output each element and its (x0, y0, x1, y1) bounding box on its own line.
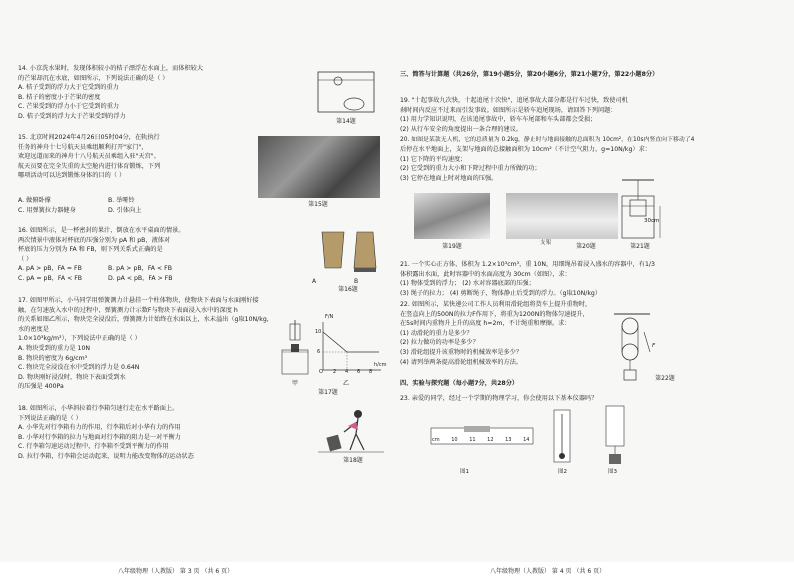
q15-astronauts-photo (258, 136, 380, 198)
q15-line: 欢迎远道而来的神舟十八号航天员乘组入驻"天宫"。 (18, 153, 160, 161)
q20-line: 后停在水平地面上，支架与地面的总接触面积为 10cm²（不计空气阻力，g=10N/kg）求： (400, 146, 651, 154)
q16-line: 杯底的压力分别为 FA 和 FB，则下列关系式正确的是 (18, 246, 163, 254)
q16-option: B. pA > pB，FA < FB (108, 265, 172, 273)
q16-label-b: B (353, 278, 359, 285)
q20-line: (3) 它停在地面上时对地面的压强。 (400, 174, 498, 182)
q16-label-a: A (311, 278, 317, 285)
q23-fig1-label: 图1 (460, 469, 469, 475)
q14-option: C. 芒果受到的浮力小于它受到的重力 (18, 103, 120, 111)
q22-line: (2) 拉力做功的功率是多少？ (400, 339, 479, 347)
q22-line: 22. 如图所示，某快递公司工作人员利用滑轮组将货车上提升重物时， (400, 301, 592, 308)
q21-dimension-label: 30cm (644, 218, 660, 224)
q17-option: B. 物块的密度为 6g/cm³ (18, 354, 88, 362)
ruler-tick: 13 (505, 437, 512, 443)
q17-graph-origin: O (319, 369, 323, 375)
q17-option: C. 物块完全浸没在水中受到的浮力是 0.64N (18, 364, 140, 372)
question-22 (400, 300, 770, 367)
q16-caption: 第16题 (338, 286, 358, 293)
question-21 (400, 260, 770, 298)
q22-caption: 第22题 (655, 375, 675, 382)
q19-car-crash-photo (414, 193, 490, 239)
q22-line: (4) 请列举两条提高滑轮组机械效率的方法。 (400, 358, 523, 366)
q21-line: 21. 一个实心正方体，体积为 1.2×10³cm³，重 10N，用细绳吊着浸入盛水的容器中，有1/3 (400, 261, 655, 268)
q18-option: A. 小华先对行李箱有力的作用，行李箱后对小华有力的作用 (18, 424, 181, 432)
q17-graph-ytick: 10 (315, 329, 322, 335)
q14-line: 的芒果却沉在水底，如图所示，下列说法正确的是（ ） (18, 74, 169, 82)
q22-line: (3) 滑轮组提升该重物时的机械效率是多少？ (400, 349, 523, 357)
q20-drone-photo (506, 193, 618, 239)
q18-line: 下列说法正确的是（ ） (18, 414, 82, 422)
q17-graph-xtick: 4 (345, 369, 349, 375)
q18-line: 18. 如图所示，小华斜拉着行李箱匀速行走在水平路面上。 (18, 405, 179, 412)
q20-support-label: 支架 (540, 240, 552, 246)
section-3-heading: 三、简答与计算题（共26分，第19小题5分，第20小题6分，第21小题7分，第22小题8分） (400, 71, 659, 78)
q17-option: 的压强是 400Pa (18, 383, 64, 391)
q15-option: B. 举哑铃 (108, 197, 135, 204)
q17-graph-xtick: 8 (369, 369, 373, 375)
q18-luggage-figure (318, 406, 384, 456)
q19-caption: 第19题 (442, 243, 462, 250)
q16-option: D. pA < pB，FA > FB (108, 275, 173, 283)
q17-option: A. 物块受到的重力是 10N (18, 345, 91, 353)
q15-option: A. 做俯卧撑 (18, 197, 51, 204)
q22-line: (1) 动滑轮的重力是多少？ (400, 329, 473, 337)
q21-line: (1) 物体受到的浮力； (2) 水对容器底部的压强； (400, 280, 535, 288)
q17-label-yi: 乙 (342, 380, 349, 387)
q17-spring-scale-figure (280, 320, 310, 380)
page-4 (400, 56, 770, 575)
ruler-tick: 10 (451, 437, 458, 443)
q16-option: C. pA = pB，FA < FB (18, 275, 83, 283)
q18-caption: 第18题 (343, 457, 363, 464)
q17-line: 17. 如图甲所示，小马同学用弹簧测力计悬挂一个柱体物块，使物块下表面与水面刚好接 (18, 297, 259, 304)
q23-thermometer-figure (550, 408, 574, 464)
q15-line: 航天员要在完全失重的太空舱内进行体育锻炼，下列 (18, 162, 161, 170)
q18-option: C. 行李箱匀速运动过程中，行李箱不受到平衡力的作用 (18, 443, 169, 451)
q23-spring-scale-figure (596, 402, 636, 468)
q16-line: 两次情景中液体对杯底的压强分别为 pA 和 pB，液体对 (18, 236, 171, 244)
q16-cups-figure (318, 228, 380, 278)
q17-line: 的关系如图乙所示，物块完全浸没后，弹簧测力计始终在水面以上，水未溢出（g取10N/kg，水的密度是 (18, 316, 273, 333)
q21-container-figure (618, 176, 668, 242)
ruler-tick: 12 (487, 437, 494, 443)
question-20 (400, 136, 770, 184)
q20-line: (1) 它下降的平均速度； (400, 155, 467, 163)
q17-graph-ylabel: F/N (325, 314, 334, 320)
q19-line: (1) 用力学知识说明，在该追尾事故中，轿车车尾部和车头部都会受损； (400, 116, 597, 124)
section-4-heading: 四、实验与探究题（每小题7分，共28分） (400, 380, 519, 387)
question-23: 23. 亲爱的同学，经过一个学期的物理学习，你会使用以下基本仪器吗？ (400, 395, 598, 402)
q21-caption: 第21题 (630, 243, 650, 250)
page-3-footer: 八年级物理（人教版） 第 3 页 （共 6 页） (118, 568, 234, 575)
q16-option: A. pA > pB，FA = FB (18, 265, 82, 273)
q17-label-jia: 甲 (291, 380, 298, 387)
q15-line: 15. 北京时间2024年4月26日05时04分，在轨执行 (18, 134, 160, 141)
q16-line: 16. 如图所示，是一杯密封的果汁，倒放在水平桌面的情景。 (18, 227, 185, 234)
q21-line: 体积露出水面，此时容器中的水面高度为 30cm（如图），求： (400, 270, 571, 278)
q15-option: D. 引体向上 (108, 206, 142, 214)
q20-line: (2) 它受到的重力大小和下降过程中重力所做的功； (400, 165, 541, 173)
q14-figure (316, 70, 376, 116)
q19-line: (2) 从行车安全的角度提出一条合理的建议。 (400, 125, 523, 133)
q15-option: C. 用弹簧拉力器健身 (18, 206, 76, 214)
ruler-tick: 14 (523, 437, 530, 443)
q21-line: (3) 绳子的拉力； (4) 剪断绳子，物体静止后受到的浮力。（g取10N/kg） (400, 289, 602, 297)
q17-graph-xlabel: h/cm (374, 362, 387, 368)
q18-option: D. 拉行李箱，行李箱会运动起来，说明力能改变物体的运动状态 (18, 453, 194, 461)
page-4-footer: 八年级物理（人教版） 第 4 页 （共 6 页） (490, 568, 606, 575)
q17-line: 触，在匀速放入水中的过程中，弹簧测力计示数F与物块下表面浸入水中的深度 h (18, 306, 238, 314)
q23-ruler-ticks (432, 437, 529, 445)
q16-line: （ ） (18, 255, 33, 263)
q18-option: B. 小华对行李箱的拉力与地面对行李箱的阻力是一对平衡力 (18, 433, 181, 441)
q22-force-label: F (652, 343, 656, 349)
q19-line: 刹时间内反应不过来而引发事故。如图所示是轿车追尾现场，请回答下列问题： (400, 106, 617, 114)
q20-line: 20. 如图是某款无人机，它的总质量为 0.2kg，静止时与地面接触的总面积为 10cm²，在10s内竖直向下移动了4 (400, 137, 695, 143)
page-3 (18, 56, 388, 575)
ruler-tick: 11 (469, 437, 476, 443)
q23-fig3-label: 图3 (608, 469, 617, 475)
q17-graph-ytick: 6 (317, 349, 321, 355)
q17-option: D. 物块刚好浸没时，物块下表面受到水 (18, 373, 126, 381)
q22-line: 在5s时间内重物升上升的高度 h=2m，不计绳重和摩擦。求： (400, 320, 571, 328)
q14-option: D. 桔子受到的浮力大于芒果受到的浮力 (18, 113, 126, 121)
question-19 (400, 96, 770, 134)
ruler-tick: cm (432, 437, 440, 443)
q22-line: 在竖直向上的500N的拉力F作用下，将重为1200N的物体匀速提升， (400, 310, 589, 318)
q23-fig2-label: 图2 (558, 469, 567, 475)
q15-line: 任务的神舟十七号航天员乘组顺利打开"家门"， (18, 143, 148, 151)
q19-line: 19. "十起事故九次快，十起追尾十次快"，追尾事故大部分都是行车过快，致使司机 (400, 97, 628, 104)
q14-option: B. 桔子的密度小于芒果的密度 (18, 93, 101, 101)
q17-graph-xtick: 2 (333, 369, 337, 375)
q15-line: 哪项活动可以达到锻炼身体的目的（ ） (18, 172, 126, 180)
q14-line: 14. 小京洗水果时，发现体积较小的桔子漂浮在水面上，而体积较大 (18, 65, 204, 72)
q17-graph-xtick: 6 (357, 369, 361, 375)
q14-option: A. 桔子受到的浮力大于它受到的重力 (18, 84, 119, 92)
q14-caption: 第14题 (336, 118, 356, 125)
q20-caption: 第20题 (576, 243, 596, 250)
q17-line: 1.0×10³kg/m³），下列说法中正确的是（ ） (18, 335, 141, 343)
q15-caption: 第15题 (308, 201, 328, 208)
q17-caption: 第17题 (318, 389, 338, 396)
